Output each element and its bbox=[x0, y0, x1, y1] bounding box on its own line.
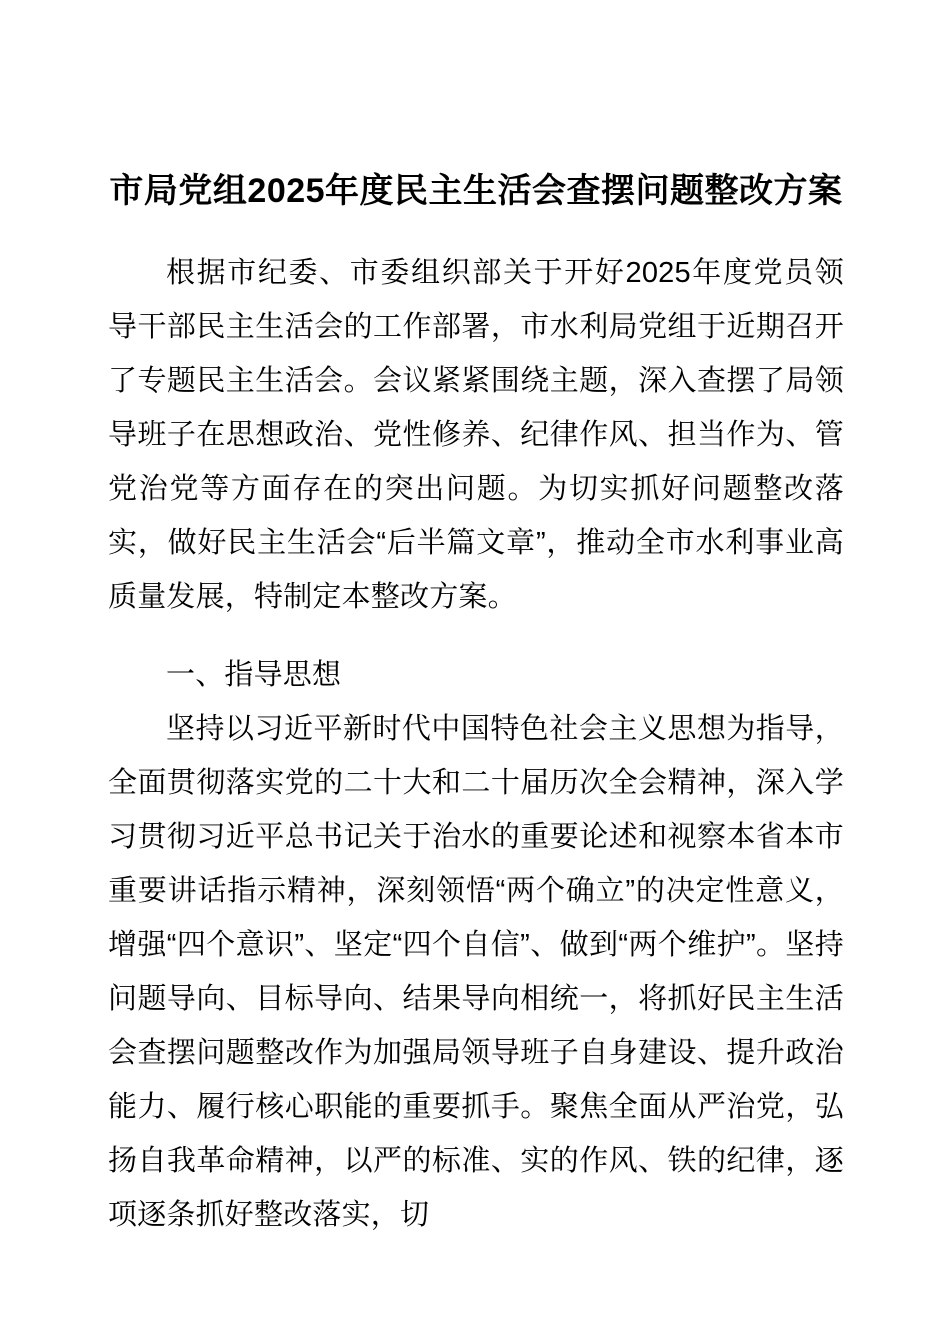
document-content bbox=[108, 0, 844, 1242]
section-heading-guiding-ideology: 一、指导思想 bbox=[166, 659, 342, 691]
section-body-guiding-ideology: 坚持以习近平新时代中国特色社会主义思想为指导，全面贯彻落实党的二十大和二十届历次全会精神，深入学习贯彻习近平总书记关于治水的重要论述和视察本省本市重要讲话指示精神，深刻领悟“两个确立”的决定性意义，增强“四个意识”、坚定“四个自信”、做到“两个维护”。坚持问题导向、目标导向、结果导向相统一，将抓好民主生活会查摆问题整改作为加强局领导班子自身建设、提升政治能力、履行核心职能的重要抓手。聚焦全面从严治党，弘扬自我革命精神，以严的标准、实的作风、铁的纪律，逐项逐条抓好整改落实，切 bbox=[108, 713, 844, 1231]
page-title: 市局党组2025年度民主生活会查摆问题整改方案 bbox=[109, 172, 843, 210]
intro-paragraph: 根据市纪委、市委组织部关于开好2025年度党员领导干部民主生活会的工作部署，市水利局党组于近期召开了专题民主生活会。会议紧紧围绕主题，深入查摆了局领导班子在思想政治、党性修养、纪律作风、担当作为、管党治党等方面存在的突出问题。为切实抓好问题整改落实，做好民主生活会“后半篇文章”，推动全市水利事业高质量发展，特制定本整改方案。 bbox=[108, 257, 844, 613]
